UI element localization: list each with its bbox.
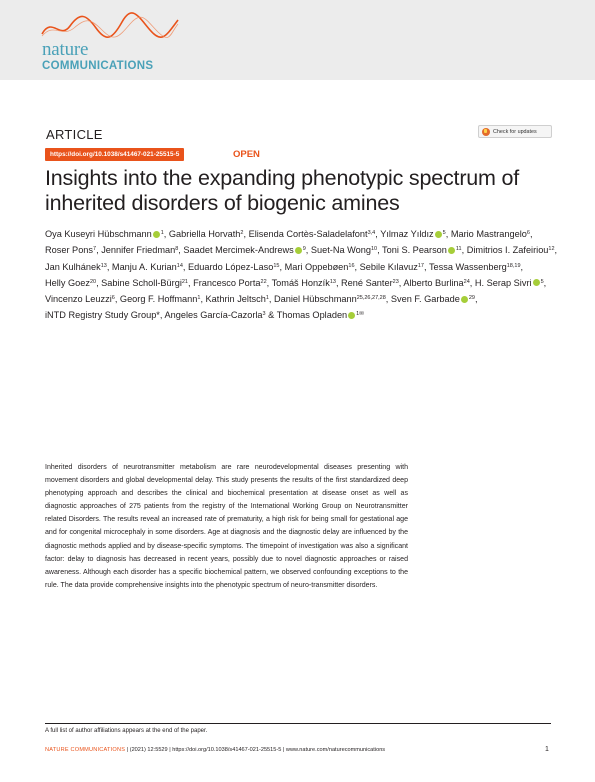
author-name-text: iNTD Registry Study Group* <box>45 310 160 321</box>
author-name[interactable] <box>45 278 96 288</box>
author-name[interactable] <box>391 294 475 304</box>
author-name-text: Vincenzo Leuzzi <box>45 294 112 305</box>
abstract: Inherited disorders of neurotransmitter metabolism are rare neurodevelopmental diseases presenting with movement disorders and global developmental delay. This study presents the results of the first standardized deep phenotyping approach and describes the clinical and biochemical presentation at disease onset as well as diagnostic approaches of 275 patients from the registry of the International Working Group on Neurotransmitter related Disorders. The results reveal an increased rate of prematurity, a high risk for being small for gestational age and for congenital microcephaly in some disorders. Age at diagnosis and the diagnostic delay are influenced by the diagnostic methods applied and by disease-specific symptoms. The timepoint of investigation was also a significant factor: delay to diagnosis has decreased in recent years, possibly due to novel diagnostic approaches or raised awareness. Although each disorder has a specific biochemical pattern, we observed confounding exceptions to the rule. The data provide comprehensive insights into the phenotypic spectrum of neuro-transmitter disorders. <box>45 464 408 589</box>
author-name[interactable] <box>429 262 521 272</box>
affiliation-marker: 22 <box>260 278 267 285</box>
author-name-text: Alberto Burlina <box>403 277 464 288</box>
author-name-text: Elisenda Cortès-Saladelafont <box>248 229 368 239</box>
affiliation-marker: 11 <box>455 246 462 253</box>
orcid-icon[interactable] <box>435 231 442 238</box>
footer-journal-name: NATURE COMMUNICATIONS <box>45 747 126 753</box>
author-name[interactable] <box>360 262 424 272</box>
affiliation-marker: 12 <box>548 246 555 253</box>
affiliation-marker: 21 <box>181 278 188 285</box>
author-name-text: Sabine Scholl-Bürgi <box>101 277 182 288</box>
author-name-text: Sven F. Garbade <box>390 294 460 305</box>
affiliation-marker: 2 <box>240 230 244 236</box>
affiliation-marker: 7 <box>93 246 97 253</box>
affiliation-marker: 14 <box>176 262 183 269</box>
author-name[interactable] <box>45 245 96 255</box>
author-name-text: Mario Mastrangelo <box>450 229 527 239</box>
author-name-text: Saadet Mercimek-Andrews <box>183 245 294 256</box>
affiliation-marker: 1 <box>265 295 269 302</box>
author-name-text: H. Serap Sivri <box>474 277 532 288</box>
author-name[interactable] <box>249 229 376 239</box>
affiliation-marker: 6 <box>526 230 530 236</box>
footer-citation[interactable]: | (2021) 12:5529 | https://doi.org/10.1038/s41467-021-25515-5 | www.nature.com/naturecommunications <box>125 747 386 753</box>
author-name[interactable] <box>277 310 364 320</box>
author-name-text: Suet-Na Wong <box>310 245 371 256</box>
author-name[interactable] <box>403 278 469 288</box>
author-name-text: Tomáš Honzík <box>271 277 330 288</box>
author-name[interactable] <box>45 294 115 304</box>
author-name[interactable] <box>188 262 279 272</box>
author-name[interactable] <box>112 262 183 272</box>
affiliation-marker: 20 <box>89 278 97 285</box>
author-name[interactable] <box>193 278 267 288</box>
author-name-text: Tessa Wassenberg <box>428 261 507 272</box>
check-updates-label: Check for updates <box>493 128 537 135</box>
author-name[interactable] <box>467 245 555 255</box>
author-name-text: René Santer <box>341 277 393 288</box>
author-name-text: Mari Oppebøen <box>284 261 349 272</box>
orcid-icon[interactable] <box>348 312 355 319</box>
doi-link[interactable]: https://doi.org/10.1038/s41467-021-25515-5 <box>45 148 184 161</box>
logo-communications-text: COMMUNICATIONS <box>42 60 154 72</box>
author-name[interactable] <box>380 229 446 239</box>
affiliation-marker: 17 <box>417 262 424 269</box>
author-name[interactable] <box>285 262 355 272</box>
affiliation-marker: 3 <box>262 311 266 318</box>
author-name[interactable] <box>45 262 107 272</box>
logo-wave-icon <box>40 12 180 42</box>
affiliation-marker: 15 <box>273 262 280 269</box>
author-name-text: Eduardo López-Laso <box>188 261 274 272</box>
journal-header-band <box>0 0 595 80</box>
author-name[interactable] <box>475 278 544 288</box>
author-name[interactable] <box>341 278 399 288</box>
author-name-text: Sebile Kılavuz <box>359 261 418 272</box>
affiliation-marker: 25,26,27,28 <box>356 295 386 302</box>
check-updates-icon <box>482 128 490 136</box>
author-name-text: Francesco Porta <box>193 277 261 288</box>
author-name-text: Kathrin Jeltsch <box>205 294 266 305</box>
author-name[interactable] <box>206 294 269 304</box>
author-name-text: Jennifer Friedman <box>101 245 176 256</box>
author-name[interactable] <box>120 294 201 304</box>
author-name-text: Gabriella Horvath <box>168 229 241 239</box>
author-name-text: Thomas Opladen <box>276 310 348 321</box>
orcid-icon[interactable] <box>295 247 302 254</box>
author-name-text: Yılmaz Yıldız <box>380 229 434 239</box>
author-name[interactable] <box>382 245 462 255</box>
author-name-text: Manju A. Kurian <box>111 261 177 272</box>
logo-nature-text: nature <box>42 39 89 60</box>
author-name[interactable] <box>101 278 188 288</box>
affiliation-marker: 24 <box>463 278 470 285</box>
article-type-label: ARTICLE <box>46 127 103 142</box>
author-list: Oya Kuseyri Hübschmann $^1$, Gabriella Horvath$^2$, Elisenda Cortès-Saladelafont$^{3,4}$, Yılmaz Yıldız $^5$, Mario Mastrangelo$^6$, Roser Pons$^7$, Jennifer Friedman$^8$, Saadet Mercimek-Andrews $^9$, Suet-Na Wong$^{10}$, Toni S. Pearson $^{11}$, Dimitrios I. Zafeiriou$^{12}$, Jan Kulhánek$^{13}$, Manju A. Kurian$^{14}$, Eduardo López-Laso$^{15}$, Mari Oppebøen$^{16}$, Sebile Kılavuz$^{17}$, Tessa Wassenberg$^{18,19}$, Helly Goez$^{20}$, Sabine Scholl-Bürgi$^{21}$, Francesco Porta$^{22}$, Tomáš Honzík$^{13}$, René Santer$^{23}$, Alberto Burlina$^{24}$, H. Serap Sivri $^5$, Vincenzo Leuzzi$^6$, Georg F. Hoffmann$^1$, Kathrin Jeltsch$^1$, Daniel Hübschmann$^{25,26,27,28}$, Sven F. Garbade $^{29}$, iNTD Registry Study Group*, Angeles García-Cazorla$^3$ & Thomas Opladen $^{1✉}$ <box>45 229 558 321</box>
affiliation-marker: 10 <box>370 246 378 253</box>
affiliation-marker: 3,4 <box>367 230 376 236</box>
affiliation-marker: 5 <box>442 230 446 236</box>
check-for-updates-button[interactable] <box>478 125 552 138</box>
affiliation-marker: 1✉ <box>356 311 364 318</box>
page-footer <box>45 747 385 753</box>
orcid-icon[interactable] <box>533 279 540 286</box>
affiliation-marker: 9 <box>302 246 306 253</box>
author-name-text: Dimitrios I. Zafeiriou <box>466 245 549 256</box>
article-title: Insights into the expanding phenotypic spectrum of inherited disorders of biogenic amines <box>45 166 520 215</box>
author-name[interactable] <box>272 278 336 288</box>
footer-divider <box>45 723 551 724</box>
journal-logo[interactable] <box>40 12 180 76</box>
author-name[interactable] <box>101 245 178 255</box>
affiliation-marker: 1 <box>197 295 201 302</box>
author-name[interactable] <box>165 310 266 320</box>
affiliation-marker: 13 <box>329 278 336 285</box>
affiliation-marker: 23 <box>392 278 399 285</box>
author-name-text: Roser Pons <box>45 245 94 256</box>
author-name-text: Oya Kuseyri Hübschmann <box>45 229 152 239</box>
orcid-icon[interactable] <box>448 247 455 254</box>
affiliation-marker: 16 <box>348 262 355 269</box>
affiliations-note: A full list of author affiliations appears at the end of the paper. <box>45 728 208 734</box>
orcid-icon[interactable] <box>461 296 468 303</box>
affiliation-marker: 29 <box>468 295 475 302</box>
author-name[interactable] <box>45 229 164 239</box>
author-name[interactable] <box>169 229 244 239</box>
author-name-text: Helly Goez <box>45 277 90 288</box>
open-access-label: OPEN <box>233 149 260 160</box>
author-name-text: Jan Kulhánek <box>45 261 101 272</box>
orcid-icon[interactable] <box>153 231 160 238</box>
author-name[interactable] <box>183 245 305 255</box>
author-name[interactable] <box>451 229 530 239</box>
author-name-text: Georg F. Hoffmann <box>119 294 198 305</box>
author-name[interactable] <box>45 310 160 320</box>
affiliation-marker: 6 <box>111 295 115 302</box>
author-name[interactable] <box>311 245 377 255</box>
author-name-text: Daniel Hübschmann <box>273 294 357 305</box>
affiliation-marker: 18,19 <box>506 262 521 269</box>
page-number: 1 <box>545 746 549 753</box>
author-name-text: Toni S. Pearson <box>382 245 447 256</box>
author-name-text: Angeles García-Cazorla <box>164 310 263 321</box>
affiliation-marker: 1 <box>160 230 164 236</box>
affiliation-marker: 5 <box>540 278 544 285</box>
author-name[interactable] <box>274 294 386 304</box>
affiliation-marker: 13 <box>100 262 107 269</box>
affiliation-marker: 8 <box>175 246 179 253</box>
